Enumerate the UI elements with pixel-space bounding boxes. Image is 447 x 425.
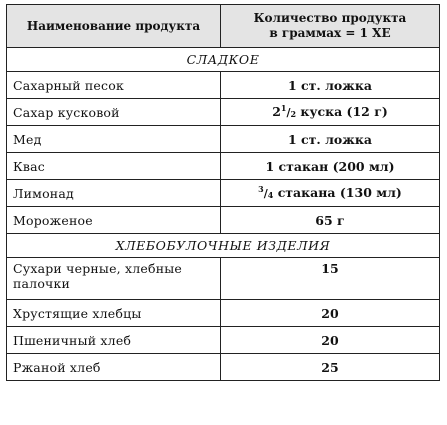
product-quantity: 25 bbox=[221, 354, 440, 381]
product-name-line1: Сухари черные, хлебные bbox=[13, 261, 183, 276]
product-name: Мороженое bbox=[7, 207, 221, 234]
fraction-numerator: 1 bbox=[280, 103, 287, 113]
product-quantity bbox=[221, 180, 440, 207]
product-quantity: 20 bbox=[221, 300, 440, 327]
table-header-row bbox=[7, 5, 440, 48]
product-name bbox=[7, 258, 221, 300]
product-name: Ржаной хлеб bbox=[7, 354, 221, 381]
section-row-sweets bbox=[7, 48, 440, 72]
fraction-denominator: 4 bbox=[267, 190, 274, 200]
product-name: Мед bbox=[7, 126, 221, 153]
fraction-numerator: 3 bbox=[258, 184, 264, 194]
quantity-whole: 2 bbox=[272, 104, 281, 119]
product-name: Пшеничный хлеб bbox=[7, 327, 221, 354]
fraction-slash: / bbox=[263, 187, 268, 200]
product-quantity bbox=[221, 99, 440, 126]
product-name-line2: палочки bbox=[13, 276, 71, 291]
section-title-sweets: СЛАДКОЕ bbox=[7, 48, 440, 72]
quantity-rest: стакана (130 мл) bbox=[273, 185, 402, 200]
product-table-container bbox=[6, 4, 439, 381]
header-product-quantity bbox=[221, 5, 440, 48]
table-row bbox=[7, 126, 440, 153]
product-name: Квас bbox=[7, 153, 221, 180]
quantity-rest: куска (12 г) bbox=[296, 104, 388, 119]
table-row bbox=[7, 99, 440, 126]
table-row bbox=[7, 207, 440, 234]
header-quantity-line1: Количество продукта bbox=[253, 11, 407, 25]
table-row bbox=[7, 327, 440, 354]
product-quantity: 1 стакан (200 мл) bbox=[221, 153, 440, 180]
table-row bbox=[7, 153, 440, 180]
product-name: Сахар кусковой bbox=[7, 99, 221, 126]
product-quantity: 1 ст. ложка bbox=[221, 126, 440, 153]
product-quantity: 65 г bbox=[221, 207, 440, 234]
product-name: Сахарный песок bbox=[7, 72, 221, 99]
table-row bbox=[7, 180, 440, 207]
table-row bbox=[7, 354, 440, 381]
product-quantity: 20 bbox=[221, 327, 440, 354]
product-quantity: 1 ст. ложка bbox=[221, 72, 440, 99]
header-product-name: Наименование продукта bbox=[7, 5, 221, 48]
fraction-denominator: 2 bbox=[290, 109, 297, 119]
product-name: Лимонад bbox=[7, 180, 221, 207]
table-row bbox=[7, 300, 440, 327]
table-row bbox=[7, 72, 440, 99]
product-quantity: 15 bbox=[221, 258, 440, 300]
product-name: Хрустящие хлебцы bbox=[7, 300, 221, 327]
table-row bbox=[7, 258, 440, 300]
section-row-bakery bbox=[7, 234, 440, 258]
section-title-bakery: ХЛЕБОБУЛОЧНЫЕ ИЗДЕЛИЯ bbox=[7, 234, 440, 258]
bread-unit-table bbox=[6, 4, 440, 381]
fraction-slash: / bbox=[286, 106, 291, 119]
header-quantity-line2: в граммах = 1 ХЕ bbox=[269, 26, 391, 40]
